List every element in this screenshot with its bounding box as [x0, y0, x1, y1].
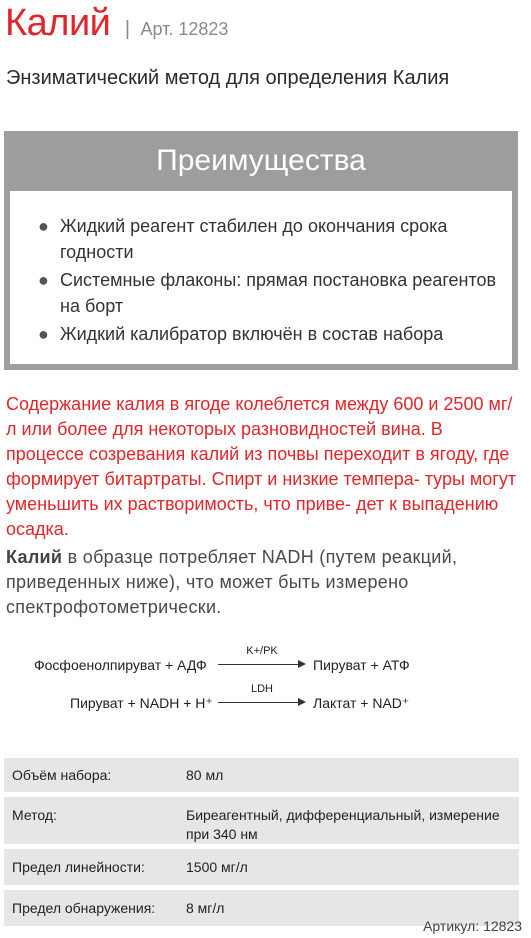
spec-key: Объём набора:	[12, 767, 112, 783]
reaction-1-arrow	[218, 645, 306, 669]
advantages-body	[10, 191, 512, 364]
reaction-2-left: Пируват + NADH + H⁺	[70, 695, 213, 711]
reaction-1-enzyme: K+/PK	[246, 645, 278, 657]
spec-value: 80 мл	[186, 767, 224, 783]
advantage-text: Системные флаконы: прямая постановка реагентов на борт	[60, 270, 497, 316]
advantages-box	[4, 131, 518, 370]
reaction-2-arrow	[218, 683, 306, 707]
reaction-1-right: Пируват + АТФ	[313, 657, 410, 673]
bullet-icon: ●	[38, 270, 49, 290]
spec-row	[4, 849, 519, 885]
spec-value: Биреагентный, дифференциальный, измерение при 340 нм	[186, 807, 500, 842]
footer-article: Артикул: 12823	[423, 918, 522, 934]
advantage-item	[34, 213, 498, 265]
subtitle: Энзиматический метод для определения Калия	[6, 67, 450, 89]
page-title: Калий	[5, 2, 111, 44]
advantage-text: Жидкий реагент стабилен до окончания срока годности	[60, 216, 448, 262]
article-number: Арт. 12823	[140, 19, 229, 39]
bullet-icon: ●	[38, 324, 49, 344]
spec-key: Метод:	[12, 807, 57, 823]
advantages-list	[34, 213, 498, 347]
description-paragraph	[6, 545, 521, 620]
reaction-1-left: Фосфоенолпируват + АДФ	[34, 657, 207, 673]
spec-value: 8 мг/л	[186, 900, 225, 916]
info-paragraph: Содержание калия в ягоде колеблется между 600 и 2500 мг/л или более для некоторых разновидностей вина. В процессе созревания калий из почвы переходит в ягоду, где формирует битартраты. Спирт и низкие темпера- туры могут уменьшить их растворимость, что приве- дет к выпадению осадка.	[6, 394, 517, 539]
title-separator: |	[124, 18, 131, 40]
spec-table	[4, 758, 519, 931]
arrow-right-icon	[298, 660, 306, 668]
description-rest: в образце потребляет NADH (путем реакций, приведенных ниже), что может быть измерено спектрофотометрически.	[6, 547, 458, 617]
advantage-item	[34, 267, 498, 319]
reaction-2-right: Лактат + NAD⁺	[313, 695, 410, 711]
spec-value: 1500 мг/л	[186, 859, 248, 875]
advantage-item	[34, 321, 498, 347]
spec-row	[4, 797, 519, 844]
advantages-heading: Преимущества	[156, 144, 366, 177]
spec-key: Предел линейности:	[12, 859, 145, 875]
description-bold: Калий	[6, 547, 63, 567]
reaction-2-enzyme: LDH	[250, 683, 273, 695]
arrow-line	[218, 702, 300, 703]
arrow-line	[218, 664, 300, 665]
advantage-text: Жидкий калибратор включён в состав набора	[60, 324, 444, 344]
header	[5, 2, 228, 45]
bullet-icon: ●	[38, 216, 49, 236]
spec-row	[4, 758, 519, 792]
arrow-right-icon	[298, 698, 306, 706]
spec-key: Предел обнаружения:	[12, 900, 156, 916]
